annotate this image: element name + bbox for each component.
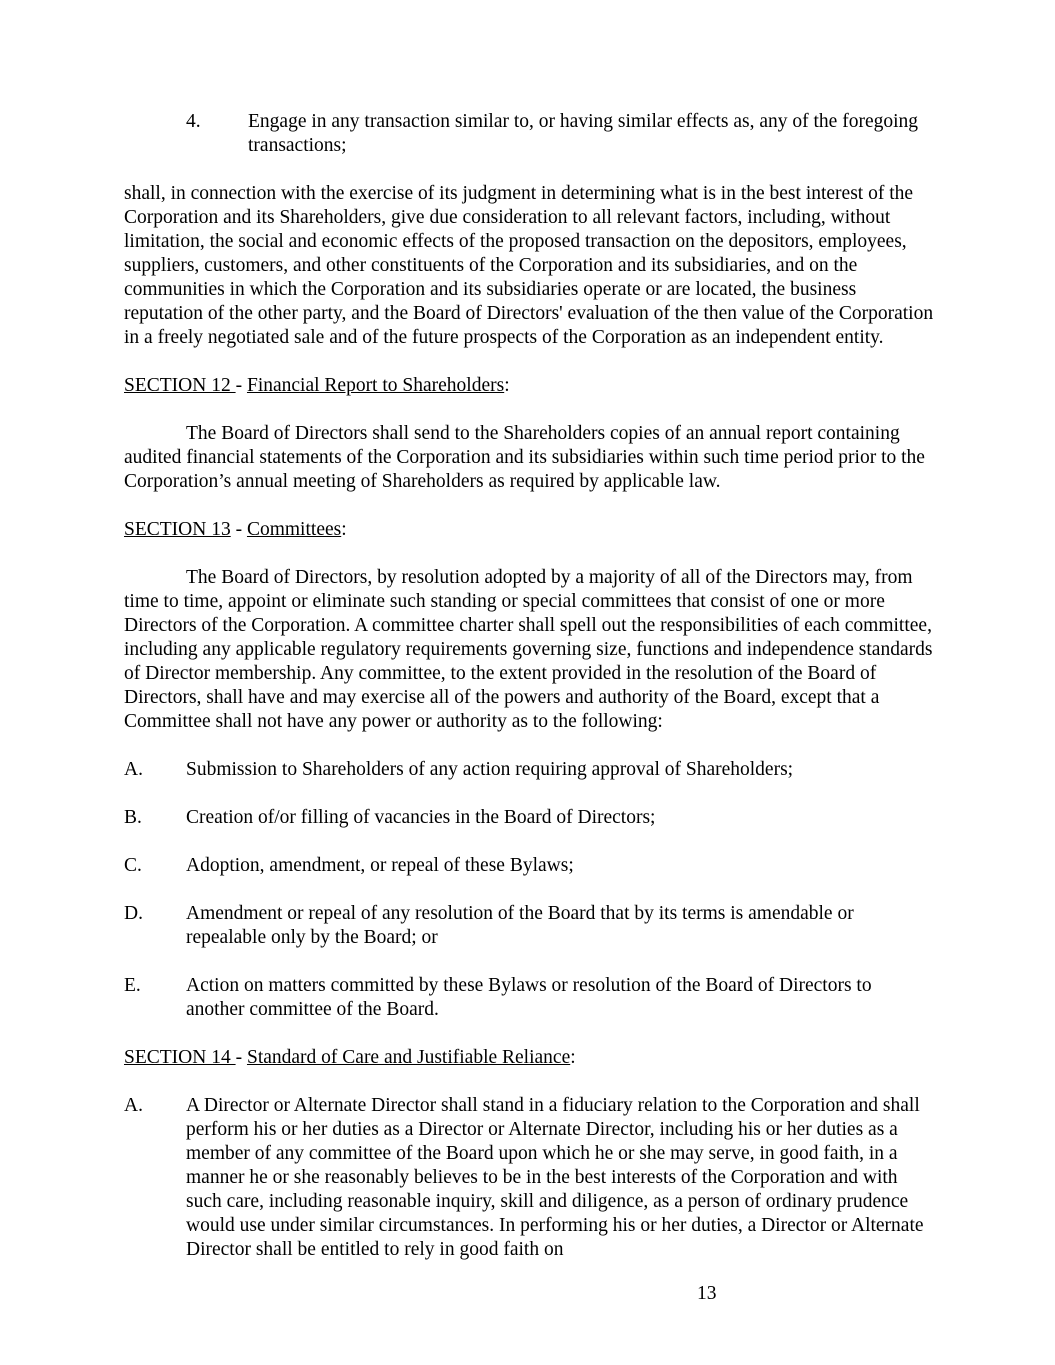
list-item-label: C. [124, 855, 142, 876]
list-item [124, 806, 934, 830]
list-item-label: 4. [186, 111, 201, 132]
section-13-body: The Board of Directors, by resolution adopted by a majority of all of the Directors may, from time to time, appoint or eliminate such standing or special committees that consist of one or more Directors of the Corporation. A committee charter shall spell out the responsibilities of each committee, including any applicable regulatory requirements governing size, functions and independence standards of Director membership. Any committee, to the extent provided in the resolution of the Board of Directors, shall have and may exercise all of the powers and authority of the Board, except that a Committee shall not have any power or authority as to the following: [124, 567, 933, 732]
section-13-heading [124, 518, 934, 542]
section-number: SECTION 12 [124, 375, 236, 396]
section-14-heading [124, 1046, 934, 1070]
section-12-body: The Board of Directors shall send to the Shareholders copies of an annual report containing audited financial statements of the Corporation and its subsidiaries within such time period prior to the Corporation’s annual meeting of Shareholders as required by applicable law. [124, 423, 925, 492]
list-item-text: Action on matters committed by these Bylaws or resolution of the Board of Directors to another committee of the Board. [186, 975, 872, 1020]
section-title: Committees [246, 519, 342, 540]
list-item-4 [186, 110, 934, 158]
list-item-text: A Director or Alternate Director shall stand in a fiduciary relation to the Corporation and shall perform his or her duties as a Director or Alternate Director, including his or her duties as a member of any committee of the Board upon which he or she may serve, in good faith, in a manner he or she reasonably believes to be in the best interests of the Corporation and with such care, including reasonable inquiry, skill and diligence, as a person of ordinary prudence would use under similar circumstances. In performing his or her duties, a Director or Alternate Director shall be entitled to rely in good faith on [186, 1095, 924, 1260]
list-item-label: B. [124, 807, 142, 828]
section-number: SECTION 13 [124, 519, 231, 540]
intro-paragraph: shall, in connection with the exercise of its judgment in determining what is in the best interest of the Corporation and its Shareholders, give due consideration to all relevant factors, including, without limitation, the social and economic effects of the proposed transaction on the depositors, employees, suppliers, customers, and other constituents of the Corporation and its subsidiaries, and on the communities in which the Corporation and its subsidiaries operate or are located, the business reputation of the other party, and the Board of Directors' evaluation of the then value of the Corporation in a freely negotiated sale and of the future prospects of the Corporation as an independent entity. [124, 183, 934, 348]
section-separator: - [235, 1047, 247, 1068]
section-number: SECTION 14 [124, 1047, 236, 1068]
list-item [124, 854, 934, 878]
section-title: Standard of Care and Justifiable Reliance [246, 1047, 571, 1068]
list-item-text: Creation of/or filling of vacancies in the Board of Directors; [186, 807, 656, 828]
section-12-heading [124, 374, 934, 398]
section-title: Financial Report to Shareholders [246, 375, 505, 396]
section-colon: : [341, 519, 347, 540]
list-item-text: Engage in any transaction similar to, or having similar effects as, any of the foregoing transactions; [248, 111, 919, 156]
section-colon: : [570, 1047, 576, 1068]
list-item [124, 758, 934, 782]
list-item-text: Amendment or repeal of any resolution of the Board that by its terms is amendable or repealable only by the Board; or [186, 903, 854, 948]
page-number: 13 [697, 1283, 717, 1304]
list-item-label: A. [124, 1095, 143, 1116]
list-item-label: D. [124, 903, 143, 924]
list-item-text: Submission to Shareholders of any action requiring approval of Shareholders; [186, 759, 794, 780]
list-item-label: E. [124, 975, 141, 996]
section-separator: - [230, 519, 247, 540]
list-item-text: Adoption, amendment, or repeal of these Bylaws; [186, 855, 574, 876]
list-item-label: A. [124, 759, 143, 780]
section-colon: : [504, 375, 510, 396]
list-item [124, 1094, 934, 1262]
document-page [124, 110, 934, 1262]
list-item [124, 974, 934, 1022]
list-item [124, 902, 934, 950]
section-separator: - [235, 375, 247, 396]
